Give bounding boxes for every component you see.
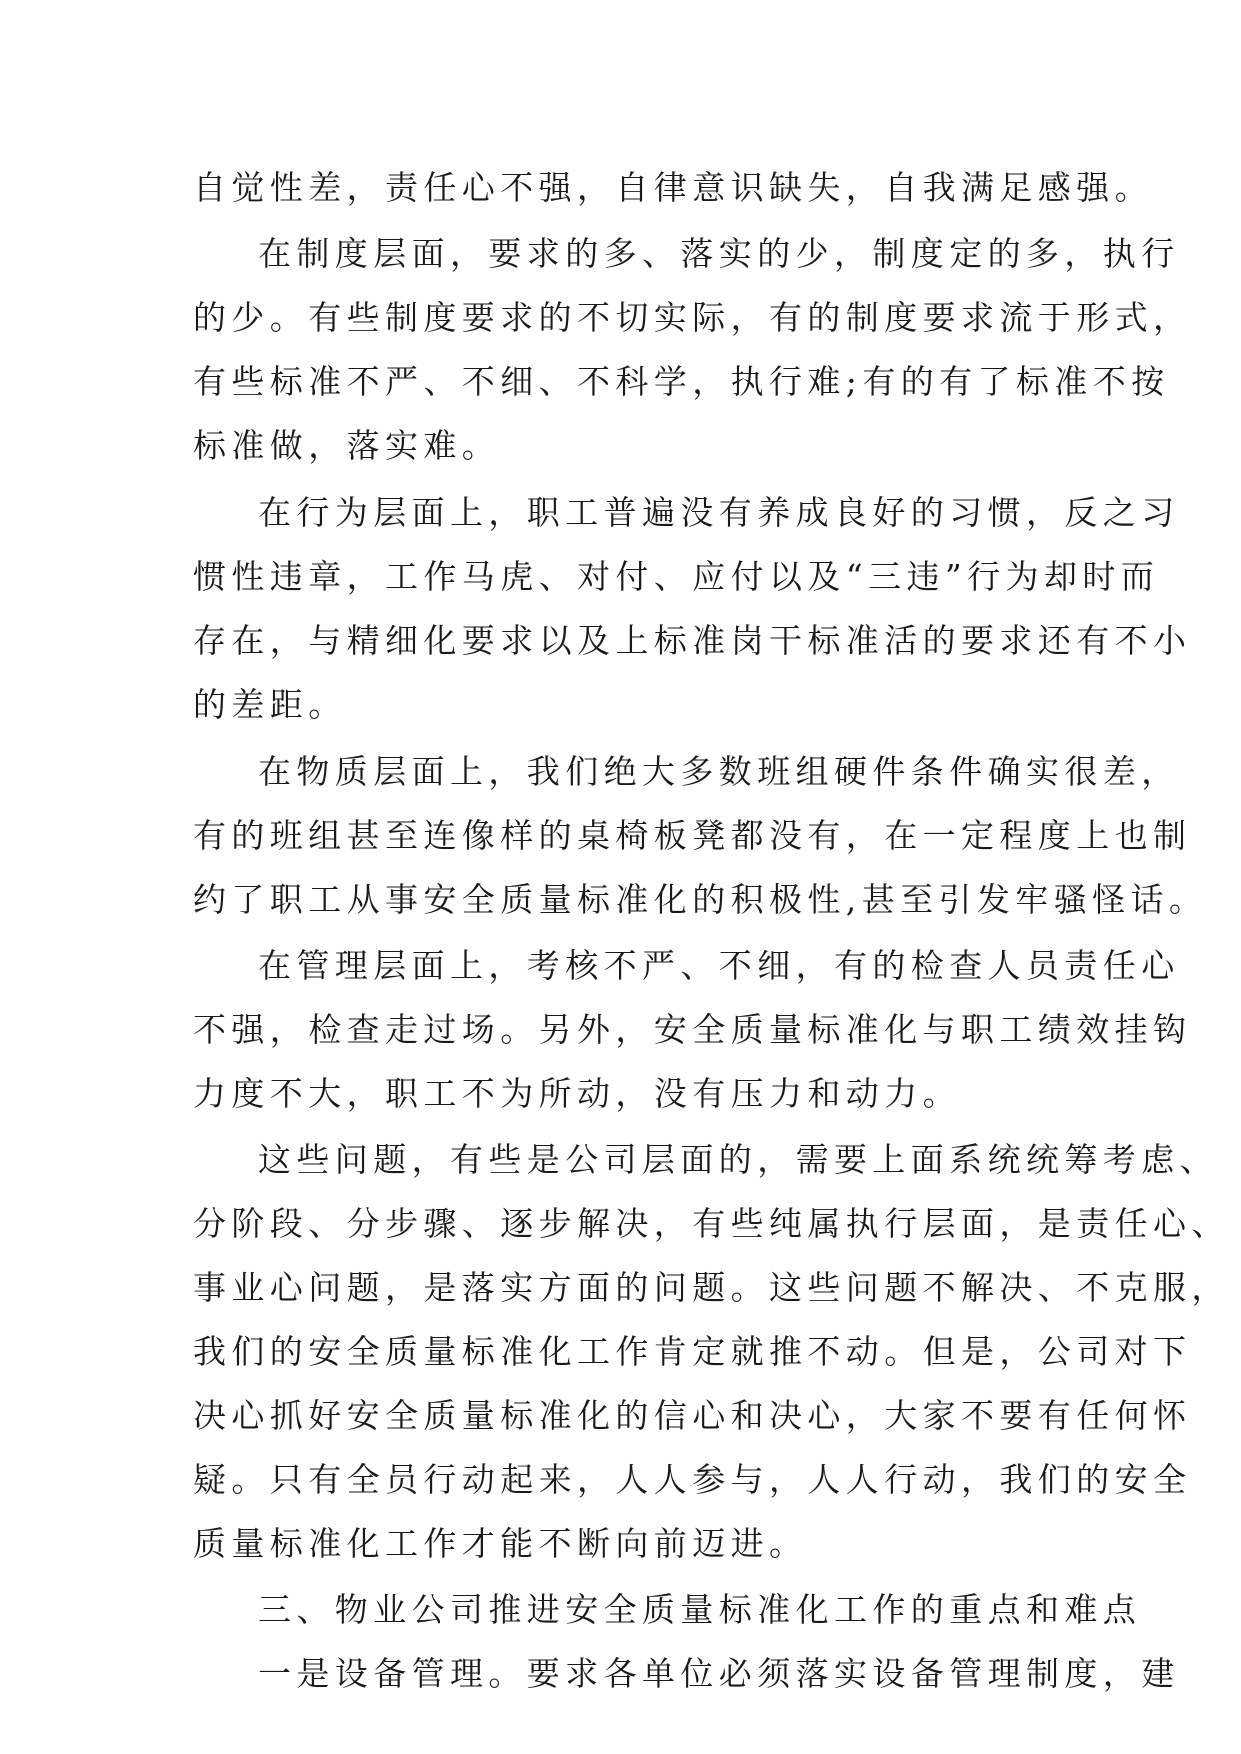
text-line: 存在，与精细化要求以及上标准岗干标准活的要求还有不小 (193, 621, 1192, 660)
paragraph-first-line: 这些问题，有些是公司层面的，需要上面系统统筹考虑、 (258, 1140, 1218, 1179)
text-line: 惯性违章，工作马虎、对付、应付以及“三违”行为却时而 (193, 557, 1160, 596)
paragraph-first-line: 一是设备管理。要求各单位必须落实设备管理制度，建 (258, 1654, 1180, 1693)
paragraph-first-line: 在行为层面上，职工普遍没有养成良好的习惯，反之习 (258, 493, 1180, 532)
text-line: 不强，检查走过场。另外，安全质量标准化与职工绩效挂钩 (193, 1010, 1192, 1049)
text-line: 约了职工从事安全质量标准化的积极性,甚至引发牢骚怪话。 (193, 880, 1208, 919)
paragraph-first-line: 在物质层面上，我们绝大多数班组硬件条件确实很差， (258, 752, 1180, 791)
text-line: 有些标准不严、不细、不科学，执行难;有的有了标准不按 (193, 362, 1170, 401)
text-line: 事业心问题，是落实方面的问题。这些问题不解决、不克服， (193, 1268, 1230, 1307)
text-line: 的少。有些制度要求的不切实际，有的制度要求流于形式， (193, 298, 1192, 337)
text-line: 的差距。 (193, 685, 347, 724)
text-line: 有的班组甚至连像样的桌椅板凳都没有，在一定程度上也制 (193, 816, 1192, 855)
paragraph-first-line: 在制度层面，要求的多、落实的少，制度定的多，执行 (258, 234, 1180, 273)
text-line: 自觉性差，责任心不强，自律意识缺失，自我满足感强。 (193, 168, 1153, 207)
text-line: 决心抓好安全质量标准化的信心和决心，大家不要有任何怀 (193, 1396, 1192, 1435)
text-line: 标准做，落实难。 (193, 426, 501, 465)
text-line: 分阶段、分步骤、逐步解决，有些纯属执行层面，是责任心、 (193, 1204, 1230, 1243)
paragraph-first-line: 在管理层面上，考核不严、不细，有的检查人员责任心 (258, 946, 1180, 985)
section-heading: 三、物业公司推进安全质量标准化工作的重点和难点 (258, 1590, 1142, 1629)
text-line: 力度不大，职工不为所动，没有压力和动力。 (193, 1074, 961, 1113)
text-line: 我们的安全质量标准化工作肯定就推不动。但是，公司对下 (193, 1332, 1192, 1371)
text-line: 疑。只有全员行动起来，人人参与，人人行动，我们的安全 (193, 1460, 1192, 1499)
text-line: 质量标准化工作才能不断向前迈进。 (193, 1524, 808, 1563)
